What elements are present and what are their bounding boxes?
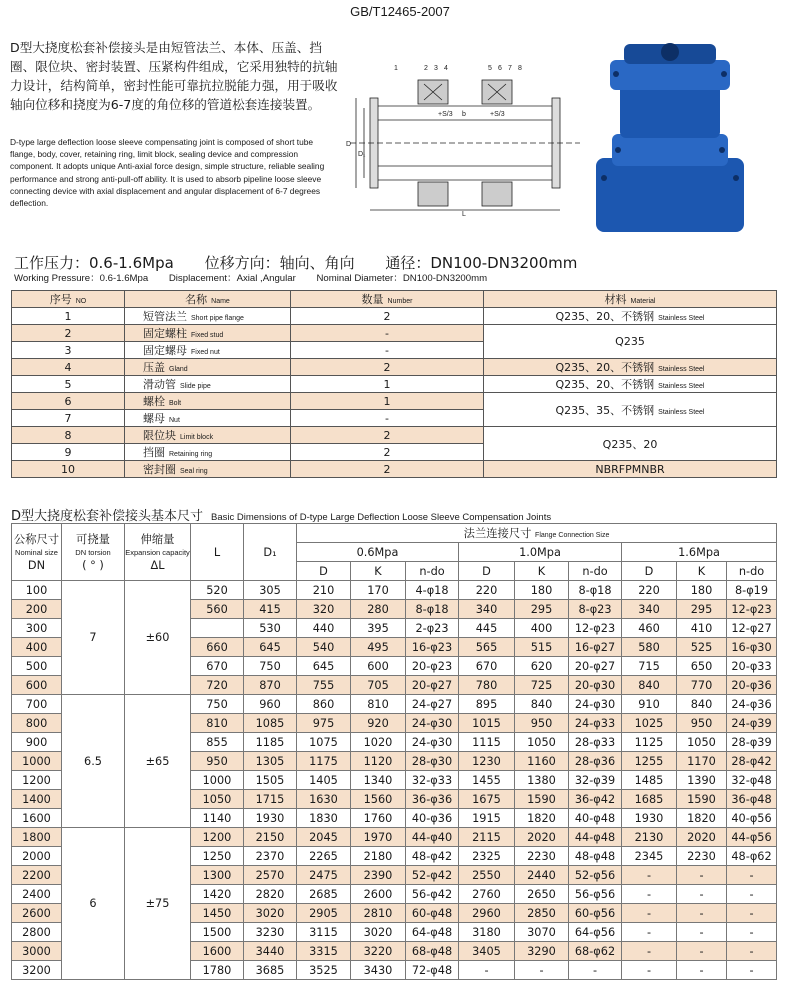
torsion-cell: 6.5: [62, 695, 125, 828]
dims-section-title: [11, 505, 551, 524]
nominal-diameter-en: Nominal Diameter：DN100-DN3200mm: [316, 273, 488, 284]
callout-2: 2: [424, 65, 428, 72]
table-row: 1800 6 ±75 1200 2150 2045 1970 44-φ40 2115 2020 44-φ48 2130 2020 44-φ56: [12, 828, 777, 847]
hdr-L: L: [191, 524, 244, 581]
table-row: 300 530 440 395 2-φ23 445 400 12-φ23 460 410 12-φ27: [12, 619, 777, 638]
table-row: 800 810 1085 975 920 24-φ30 1015 950 24-φ33 1025 950 24-φ39: [12, 714, 777, 733]
table-row: 1400 1050 1715 1630 1560 36-φ36 1675 1590 36-φ42 1685 1590 36-φ48: [12, 790, 777, 809]
product-photo: [590, 38, 750, 238]
hdr-name: 名称: [185, 293, 208, 306]
label-D: D: [346, 141, 352, 148]
label-plus-s-left: +S/3: [438, 111, 453, 118]
table-row: 2800 1500 3230 3115 3020 64-φ48 3180 3070 64-φ56 - - -: [12, 923, 777, 942]
table-row: 1600 1140 1930 1830 1760 40-φ36 1915 1820 40-φ48 1930 1820 40-φ56: [12, 809, 777, 828]
table-row: 1000 950 1305 1175 1120 28-φ30 1230 1160 28-φ36 1255 1170 28-φ42: [12, 752, 777, 771]
table-row: 8 限位块 Limit block 2 Q235、20: [12, 427, 777, 444]
label-L: L: [462, 211, 466, 218]
hdr-p10: 1.0Mpa: [459, 543, 622, 562]
table-row: 700 6.5 ±65 750 960 860 810 24-φ27 895 840 24-φ30 910 840 24-φ36: [12, 695, 777, 714]
hdr-torsion: 可挠量 DN torsion ( ° ): [62, 524, 125, 581]
table-row: 500 670 750 645 600 20-φ23 670 620 20-φ27 715 650 20-φ33: [12, 657, 777, 676]
table-row: 100 7 ±60 520 305 210 170 4-φ18 220 180 8-φ18 220 180 8-φ19: [12, 581, 777, 600]
hdr-expansion: 伸缩量 Expansion capacity ΔL: [125, 524, 191, 581]
working-pressure-en: Working Pressure：0.6-1.6Mpa: [14, 273, 149, 284]
table-row: 400 660 645 540 495 16-φ23 565 515 16-φ27 580 525 16-φ30: [12, 638, 777, 657]
parts-table-header: [12, 291, 777, 308]
table-row: 2000 1250 2370 2265 2180 48-φ42 2325 2230 48-φ48 2345 2230 48-φ62: [12, 847, 777, 866]
displacement: 位移方向：轴向、角向: [204, 254, 355, 272]
hdr-material: 材料: [604, 293, 627, 306]
table-row: 10 密封圈 Seal ring 2 NBRFPMNBR: [12, 461, 777, 478]
cross-section-diagram: [340, 58, 590, 218]
hdr-material-en: Material: [630, 298, 656, 305]
expansion-cell: ±65: [125, 695, 191, 828]
torsion-cell: 7: [62, 581, 125, 695]
hdr-dn: 公称尺寸 Nominal size DN: [12, 524, 62, 581]
table-row: 2400 1420 2820 2685 2600 56-φ42 2760 2650 56-φ56 - - -: [12, 885, 777, 904]
hdr-qty-en: Number: [387, 298, 413, 305]
hdr-ndo: n-do: [727, 562, 777, 581]
table-row: 1200 1000 1505 1405 1340 32-φ33 1455 1380 32-φ39 1485 1390 32-φ48: [12, 771, 777, 790]
torsion-cell: 6: [62, 828, 125, 980]
displacement-en: Displacement：Axial ,Angular: [168, 273, 296, 284]
hdr-K: K: [515, 562, 569, 581]
table-row: 3200 1780 3685 3525 3430 72-φ48 - - - - - -: [12, 961, 777, 980]
hdr-flange: 法兰连接尺寸 Flange Connection Size: [297, 524, 777, 543]
dimensions-table: [11, 523, 777, 980]
hdr-no: 序号: [49, 293, 72, 306]
working-pressure: 工作压力：0.6-1.6Mpa: [14, 254, 174, 272]
hdr-qty: 数量: [361, 293, 384, 306]
intro-chinese: D型大挠度松套补偿接头是由短管法兰、本体、压盖、挡圈、限位块、密封装置、压紧构件组成，它采用独特的抗轴力设计，结构简单，密封性能可靠抗拉脱能力强，用于吸收轴向位移和挠度为6-7度的角位移的管道松套连接装置。: [10, 40, 338, 112]
callout-4: 4: [444, 65, 448, 72]
hdr-D1: D₁: [244, 524, 297, 581]
hdr-ndo: n-do: [406, 562, 459, 581]
hdr-no-en: NO: [75, 298, 87, 305]
callout-5: 5: [488, 65, 492, 72]
hdr-p06: 0.6Mpa: [297, 543, 459, 562]
callout-3: 3: [434, 65, 438, 72]
dims-title-en: Basic Dimensions of D-type Large Deflection Loose Sleeve Compensation Joints: [211, 512, 552, 523]
table-row: 2 固定螺柱 Fixed stud - Q235: [12, 325, 777, 342]
table-row: 5 滑动管 Slide pipe 1 Q235、20、不锈钢 Stainless Steel: [12, 376, 777, 393]
intro-english: D-type large deflection loose sleeve compensating joint is composed of short tube flange, body, cover, retaining ring, limit block, sealing device and compression component. It adopts unique Anti-axial force design, simple structure, reliable sealing performance and strong anti-pull-off ability. It is used to absorb pipeline loose sleeve connecting device with axial displacement and angular displacement of 6-7 degrees deflection.: [10, 137, 325, 209]
table-row: 7 螺母 Nut -: [12, 410, 777, 427]
hdr-D: D: [459, 562, 515, 581]
table-row: 2600 1450 3020 2905 2810 60-φ48 2960 2850 60-φ56 - - -: [12, 904, 777, 923]
callout-7: 7: [508, 65, 512, 72]
expansion-cell: ±75: [125, 828, 191, 980]
hdr-K: K: [351, 562, 406, 581]
label-b: b: [462, 111, 466, 118]
hdr-ndo: n-do: [569, 562, 622, 581]
parts-table: [11, 290, 777, 478]
callout-8: 8: [518, 65, 522, 72]
dims-title-cn: D型大挠度松套补偿接头基本尺寸: [11, 509, 204, 524]
table-row: 200 560 415 320 280 8-φ18 340 295 8-φ23 340 295 12-φ23: [12, 600, 777, 619]
table-row: 3 固定螺母 Fixed nut -: [12, 342, 777, 359]
nominal-diameter: 通径：DN100-DN3200mm: [385, 254, 578, 272]
table-row: 9 挡圈 Retaining ring 2: [12, 444, 777, 461]
table-row: 2200 1300 2570 2475 2390 52-φ42 2550 2440 52-φ56 - - -: [12, 866, 777, 885]
callout-6: 6: [498, 65, 502, 72]
hdr-D: D: [297, 562, 351, 581]
hdr-D: D: [622, 562, 677, 581]
table-row: 6 螺栓 Bolt 1 Q235、35、不锈钢 Stainless Steel: [12, 393, 777, 410]
hdr-p16: 1.6Mpa: [622, 543, 777, 562]
label-D1: D₁: [358, 151, 366, 158]
working-params-en: [14, 270, 505, 284]
table-row: 4 压盖 Gland 2 Q235、20、不锈钢 Stainless Steel: [12, 359, 777, 376]
hdr-K: K: [677, 562, 727, 581]
expansion-cell: ±60: [125, 581, 191, 695]
table-row: 600 720 870 755 705 20-φ27 780 725 20-φ30 840 770 20-φ36: [12, 676, 777, 695]
table-row: 900 855 1185 1075 1020 24-φ30 1115 1050 28-φ33 1125 1050 28-φ39: [12, 733, 777, 752]
table-row: 3000 1600 3440 3315 3220 68-φ48 3405 3290 68-φ62 - - -: [12, 942, 777, 961]
hdr-name-en: Name: [211, 298, 230, 305]
label-plus-s-right: +S/3: [490, 111, 505, 118]
callout-1: 1: [394, 65, 398, 72]
standard-code: GB/T12465-2007: [350, 4, 450, 19]
table-row: 1 短管法兰 Short pipe flange 2 Q235、20、不锈钢 Stainless Steel: [12, 308, 777, 325]
